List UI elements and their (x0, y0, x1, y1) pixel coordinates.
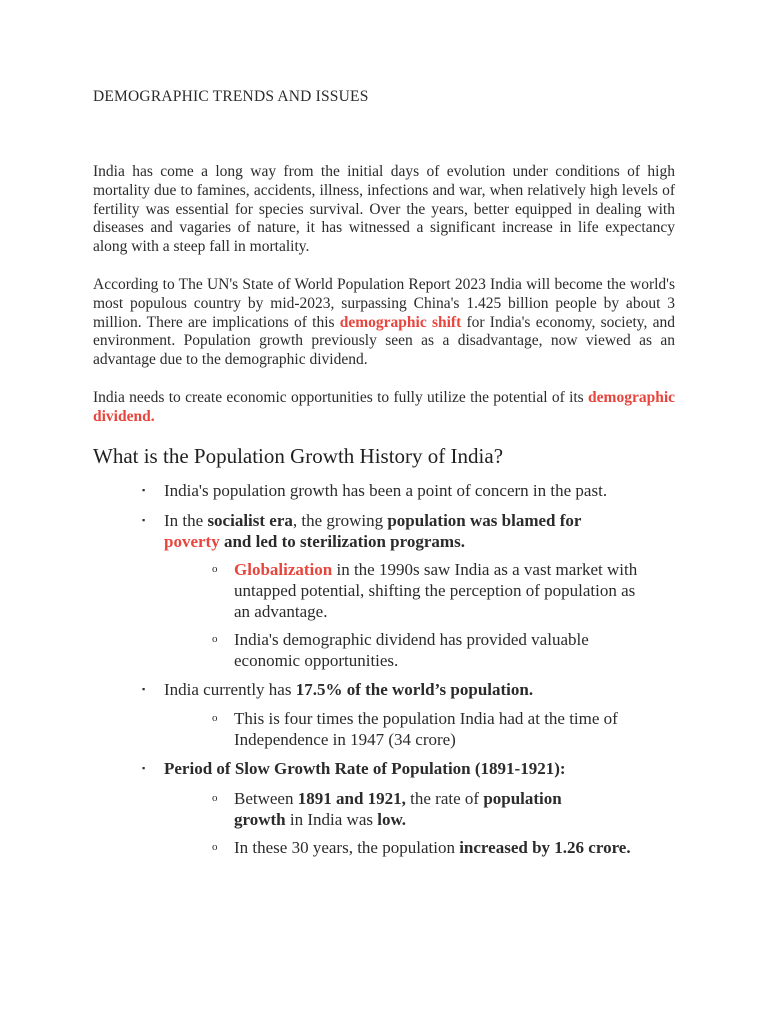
intro-paragraph-2 (93, 276, 675, 370)
sub-5-text: In these 30 years, the population (234, 838, 460, 857)
bullet-2-bold-sterilization: and led to sterilization programs. (219, 532, 465, 551)
sub-4-bold-population-growth: population growth (234, 789, 562, 829)
sub-item-5 (234, 837, 634, 858)
poverty-link[interactable]: poverty (164, 532, 220, 551)
sub-bullet-marker: o (212, 841, 218, 853)
sub-5-bold: increased by 1.26 crore. (459, 838, 631, 857)
sub-bullet-marker: o (212, 633, 218, 645)
globalization-link[interactable]: Globalization (234, 560, 333, 579)
sub-3-text: This is four times the population India had at the time of Independence in 1947 (34 crore) (234, 709, 618, 749)
sub-item-1 (234, 559, 654, 622)
intro-paragraph-1-text: India has come a long way from the initial days of evolution under conditions of high mortality due to famines, accidents, illness, infections and war, when relatively high levels of fertility was essential for species survival. Over the years, better equipped in dealing with diseases and vagaries of nature, it has witnessed a significant increase in life expectancy along with a steep fall in mortality. (93, 163, 675, 256)
bullet-4-bold: Period of Slow Growth Rate of Population (1891-1921): (164, 759, 566, 778)
bullet-item-1 (164, 480, 674, 501)
bullet-marker: ▪ (142, 684, 146, 694)
sub-4-text-a: Between (234, 789, 298, 808)
bullet-2-text-b: , the growing (292, 511, 388, 530)
bullet-item-4 (164, 758, 674, 779)
sub-bullet-marker: o (212, 792, 218, 804)
document-title: DEMOGRAPHIC TRENDS AND ISSUES (93, 88, 369, 105)
bullet-item-2 (164, 510, 604, 552)
sub-item-2 (234, 629, 654, 671)
sub-item-3 (234, 708, 654, 750)
intro-paragraph-2-text-b: for India's economy, society, and environment. Population growth previously seen as a disadvantage, now viewed as an advantage due to the demographic dividend. (93, 313, 675, 369)
demographic-shift-link[interactable]: demographic shift (339, 313, 462, 331)
bullet-item-3 (164, 679, 674, 700)
bullet-marker: ▪ (142, 485, 146, 495)
section-heading: What is the Population Growth History of India? (93, 444, 504, 468)
bullet-1-text: India's population growth has been a point of concern in the past. (164, 481, 608, 500)
sub-2-text: India's demographic dividend has provided valuable economic opportunities. (234, 630, 589, 670)
intro-paragraph-3-text: India needs to create economic opportunities to fully utilize the potential of its (93, 389, 589, 406)
sub-bullet-marker: o (212, 712, 218, 724)
sub-4-bold-years: 1891 and 1921, (297, 789, 406, 808)
bullet-3-bold: 17.5% of the world’s population. (295, 680, 534, 699)
intro-paragraph-2-text-a: According to The UN's State of World Population Report 2023 India will become the world's most populous country by mid-2023, surpassing China's 1.425 billion people by about 3 million. There are implications of this (93, 276, 675, 331)
intro-paragraph-3 (93, 389, 675, 427)
sub-4-text-b: the rate of (405, 789, 484, 808)
bullet-2-text-a: In the (164, 511, 208, 530)
sub-4-bold-low: low. (377, 810, 407, 829)
sub-bullet-marker: o (212, 563, 218, 575)
intro-paragraph-1 (93, 163, 675, 257)
sub-item-4 (234, 788, 614, 830)
bullet-2-bold-socialist-era: socialist era (207, 511, 293, 530)
sub-1-text: in the 1990s saw India as a vast market with untapped potential, shifting the perception of population as an advantage. (234, 560, 638, 621)
bullet-3-text: India currently has (164, 680, 296, 699)
sub-4-text-c: in India was (285, 810, 378, 829)
bullet-2-bold-population-blamed: population was blamed for (387, 511, 582, 530)
bullet-marker: ▪ (142, 763, 146, 773)
demographic-dividend-link[interactable]: demographic dividend. (93, 389, 675, 425)
bullet-marker: ▪ (142, 515, 146, 525)
